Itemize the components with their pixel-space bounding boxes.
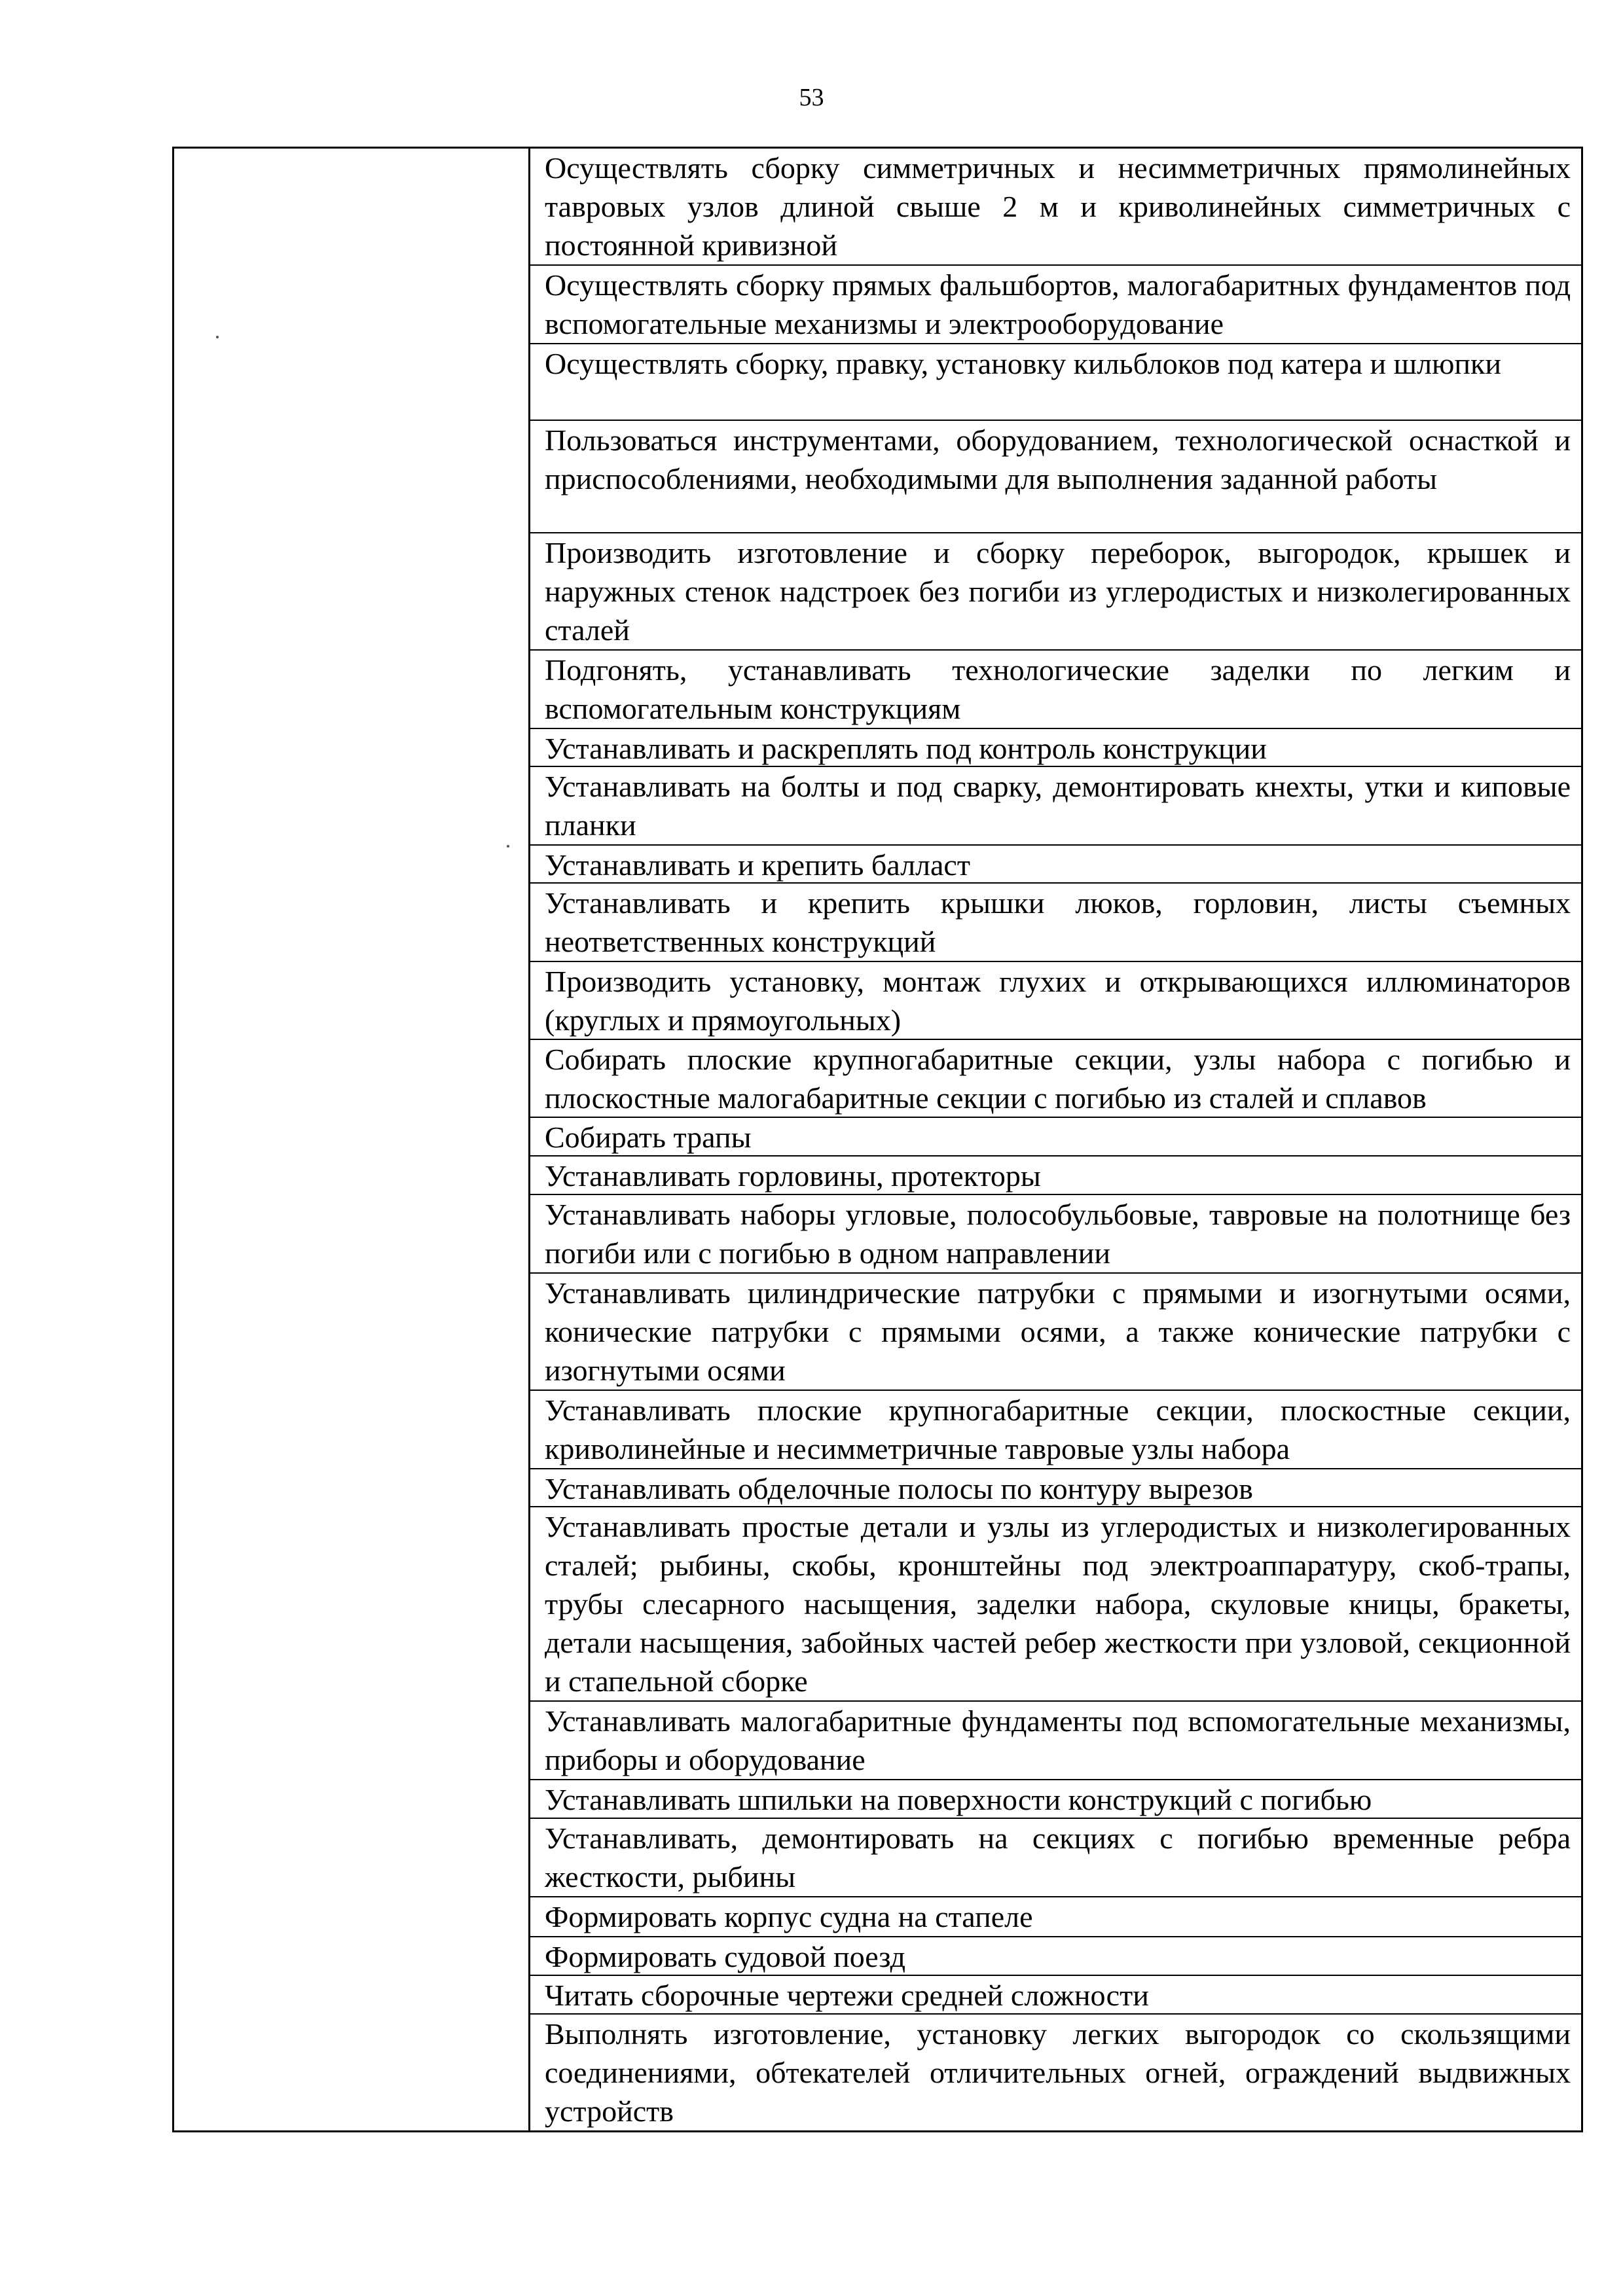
table-row: Производить установку, монтаж глухих и открывающихся иллюминаторов (круглых и прямоугольных) — [530, 961, 1581, 1039]
table-row: Формировать судовой поезд — [530, 1936, 1581, 1975]
table-row: Производить изготовление и сборку переборок, выгородок, крышек и наружных стенок надстроек без погиби из углеродистых и низколегированных сталей — [530, 532, 1581, 649]
table-row: Читать сборочные чертежи средней сложности — [530, 1975, 1581, 2013]
table-row: Устанавливать, демонтировать на секциях с погибью временные ребра жесткости, рыбины — [530, 1818, 1581, 1896]
table-row: Устанавливать и крепить балласт — [530, 844, 1581, 882]
table-row: Устанавливать простые детали и узлы из углеродистых и низколегированных сталей; рыбины, скобы, кронштейны под электроаппаратуру, скоб-трапы, трубы слесарного насыщения, заделки набора, скуловые кницы, бракеты, детали насыщения, забойных частей ребер жесткости при узловой, секционной и стапельной сборке — [530, 1506, 1581, 1700]
table-row: Устанавливать шпильки на поверхности конструкций с погибью — [530, 1779, 1581, 1818]
table-row: Подгонять, устанавливать технологические заделки по легким и вспомогательным конструкциям — [530, 649, 1581, 728]
table-left-column — [174, 149, 530, 2130]
table-row: Устанавливать наборы угловые, полособульбовые, тавровые на полотнище без погиби или с погибью в одном направлении — [530, 1194, 1581, 1272]
table-row: Устанавливать плоские крупногабаритные секции, плоскостные секции, криволинейные и несимметричные тавровые узлы набора — [530, 1390, 1581, 1468]
table-row: Устанавливать и раскреплять под контроль конструкции — [530, 728, 1581, 766]
scan-speck — [507, 845, 509, 848]
requirements-table — [172, 147, 1583, 2132]
table-row: Собирать плоские крупногабаритные секции, узлы набора с погибью и плоскостные малогабаритные секции с погибью из сталей и сплавов — [530, 1039, 1581, 1117]
scan-speck — [216, 336, 219, 338]
table-row: Устанавливать на болты и под сварку, демонтировать кнехты, утки и киповые планки — [530, 766, 1581, 844]
table-row: Осуществлять сборку прямых фальшбортов, малогабаритных фундаментов под вспомогательные механизмы и электрооборудование — [530, 264, 1581, 343]
table-row: Собирать трапы — [530, 1117, 1581, 1155]
table-row: Устанавливать и крепить крышки люков, горловин, листы съемных неответственных конструкций — [530, 882, 1581, 961]
table-row: Устанавливать малогабаритные фундаменты под вспомогательные механизмы, приборы и оборудование — [530, 1700, 1581, 1779]
table-row: Формировать корпус судна на стапеле — [530, 1896, 1581, 1936]
table-row: Устанавливать цилиндрические патрубки с прямыми и изогнутыми осями, конические патрубки с прямыми осями, а также конические патрубки с изогнутыми осями — [530, 1272, 1581, 1390]
table-row: Устанавливать горловины, протекторы — [530, 1155, 1581, 1194]
table-right-column — [530, 149, 1581, 2130]
table-row: Устанавливать обделочные полосы по контуру вырезов — [530, 1468, 1581, 1506]
table-row: Осуществлять сборку симметричных и несимметричных прямолинейных тавровых узлов длиной свыше 2 м и криволинейных симметричных с постоянной кривизной — [545, 151, 1571, 262]
table-row: Осуществлять сборку, правку, установку кильблоков под катера и шлюпки — [530, 343, 1581, 420]
table-row: Пользоваться инструментами, оборудованием, технологической оснасткой и приспособлениями, необходимыми для выполнения заданной работы — [530, 420, 1581, 532]
table-row: Выполнять изготовление, установку легких выгородок со скользящими соединениями, обтекателей отличительных огней, ограждений выдвижных устройств — [530, 2013, 1581, 2130]
page-number: 53 — [799, 84, 824, 111]
